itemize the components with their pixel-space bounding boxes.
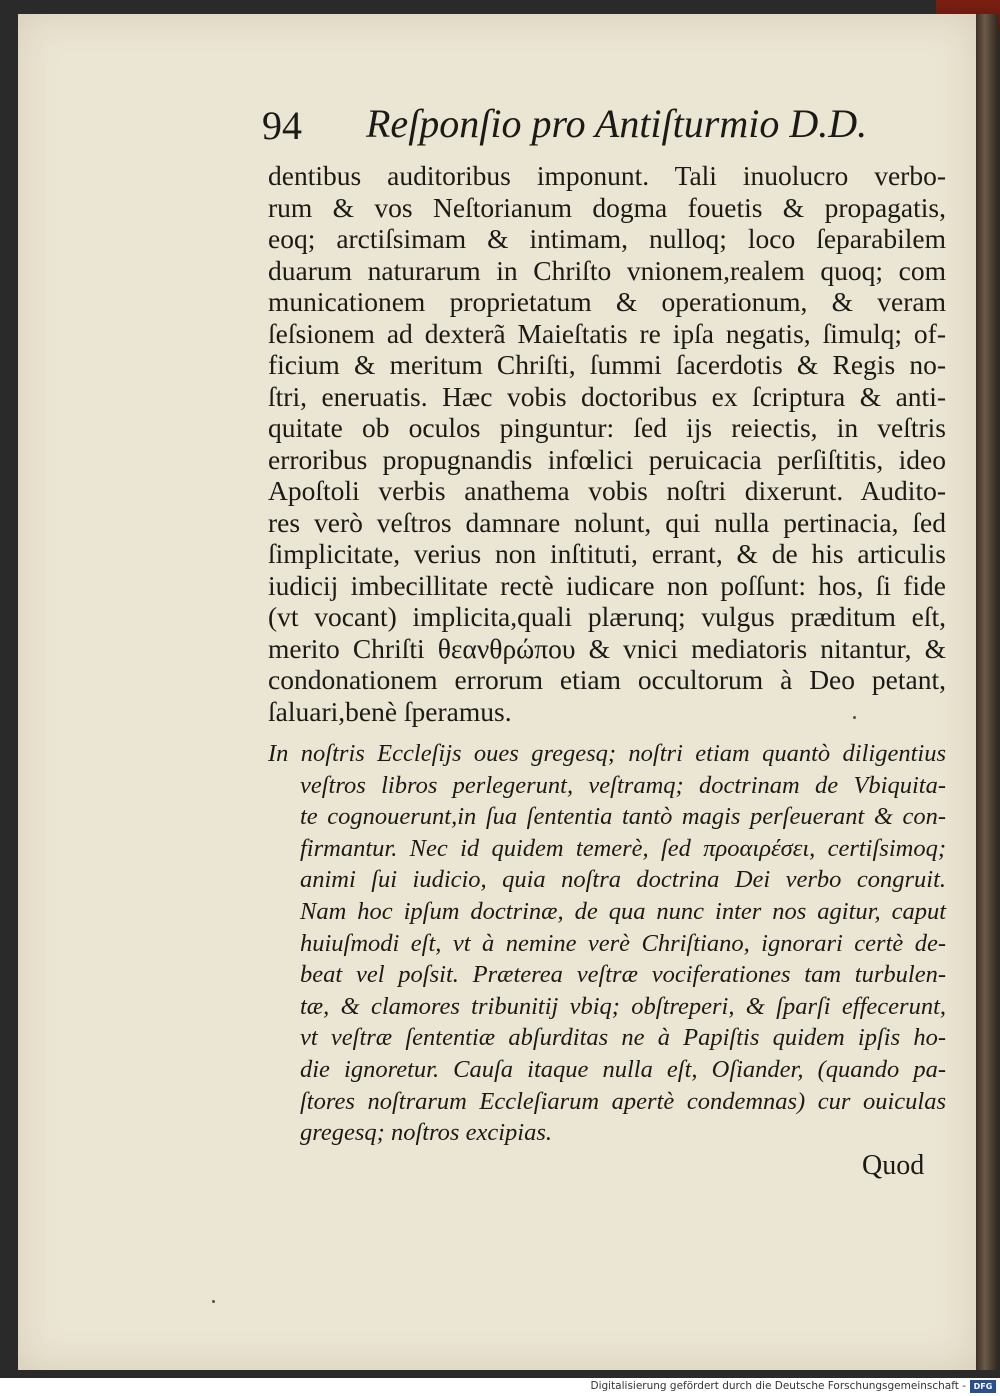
body-line: ficium & meritum Chriſti, ſummi ſacerdotis & Regis no- [268, 349, 946, 380]
body-line: (vt vocant) implicita,quali plærunq; vulgus præditum eſt, [268, 601, 946, 632]
body-line: res verò veſtros damnare nolunt, qui nulla pertinacia, ſed [268, 506, 946, 538]
page-number: 94 [262, 103, 302, 148]
italic-line: beat vel poſsit. Præterea veſtræ vociferationes tam turbulen- [300, 961, 946, 989]
dfg-logo-icon: DFG [970, 1380, 996, 1393]
body-line: municationem proprietatum & operationum, & veram [268, 286, 946, 317]
italic-line: firmantur. Nec id quidem temerè, ſed προαιρέσει, certiſsimoq; [300, 834, 946, 862]
italic-line: gregesq; noſtros excipias. [300, 1119, 552, 1147]
body-line: duarum naturarum in Chriſto vnionem,realem quoq; com [268, 254, 946, 286]
body-line: ſeſsionem ad dexterã Maieſtatis re ipſa negatis, ſimulq; of- [268, 317, 946, 349]
running-head: Reſponſio pro Antiſturmio D.D. [366, 101, 868, 146]
catchword: Quod [862, 1150, 925, 1181]
body-line: merito Chriſti θεανθρώπου & vnici mediatoris nitantur, & [268, 632, 946, 664]
digitization-footer [0, 1378, 1000, 1396]
body-line: Apoſtoli verbis anathema vobis noſtri dixerunt. Audito- [268, 475, 946, 506]
body-line: quitate ob oculos pinguntur: ſed ijs reiectis, in veſtris [268, 412, 946, 443]
page-header [262, 98, 952, 158]
italic-quotation-block [268, 738, 946, 1149]
body-line: ſimplicitate, verius non inſtituti, errant, & de his articulis [268, 538, 946, 569]
italic-line: te cognouerunt,in ſua ſententia tantò magis perſeuerant & con- [300, 803, 946, 831]
italic-line: die ignoretur. Cauſa itaque nulla eſt, Oſiander, (quando pa- [300, 1055, 946, 1083]
italic-line: Nam hoc ipſum doctrinæ, de qua nunc inter nos agitur, caput [300, 897, 946, 925]
body-line: iudicij imbecillitate rectè iudicare non poſſunt: hos, ſi fide [268, 569, 946, 601]
italic-line: veſtros libros perlegerunt, veſtramq; doctrinam de Vbiquita- [300, 771, 946, 799]
italic-line: In noſtris Eccleſijs oues gregesq; noſtri etiam quantò diligentius [268, 740, 946, 767]
body-line: condonationem errorum etiam occultorum à Deo petant, [268, 664, 946, 695]
body-line: ſaluari,benè ſperamus. [268, 695, 512, 727]
book-spine-edge [976, 14, 998, 1370]
italic-line: vt veſtræ ſententiæ abſurditas ne à Papiſtis quidem ipſis ho- [300, 1024, 946, 1052]
body-line: dentibus auditoribus imponunt. Tali inuolucro verbo- [268, 160, 946, 191]
body-line: ſtri, eneruatis. Hæc vobis doctoribus ex ſcriptura & anti- [268, 380, 946, 412]
italic-line: ſtores noſtrarum Eccleſiarum apertè condemnas) cur ouiculas [300, 1087, 946, 1115]
body-line: rum & vos Neſtorianum dogma fouetis & propagatis, [268, 191, 946, 223]
italic-line: huiuſmodi eſt, vt à nemine verè Chriſtiano, ignorari certè de- [300, 929, 946, 957]
italic-line: animi ſui iudicio, quia noſtra doctrina Dei verbo congruit. [300, 866, 946, 894]
body-paragraph [268, 160, 946, 727]
body-line: erroribus propugnandis infœlici peruicacia perſiſtitis, ideo [268, 443, 946, 475]
ink-speck [212, 1300, 215, 1303]
body-line: eoq; arctiſsimam & intimam, nulloq; loco ſeparabilem [268, 223, 946, 254]
italic-line: tæ, & clamores tribunitij vbiq; obſtreperi, & ſparſi effecerunt, [300, 992, 946, 1020]
funding-credit: Digitalisierung gefördert durch die Deutsche Forschungsgemeinschaft - [590, 1380, 966, 1392]
ink-speck [853, 716, 856, 719]
